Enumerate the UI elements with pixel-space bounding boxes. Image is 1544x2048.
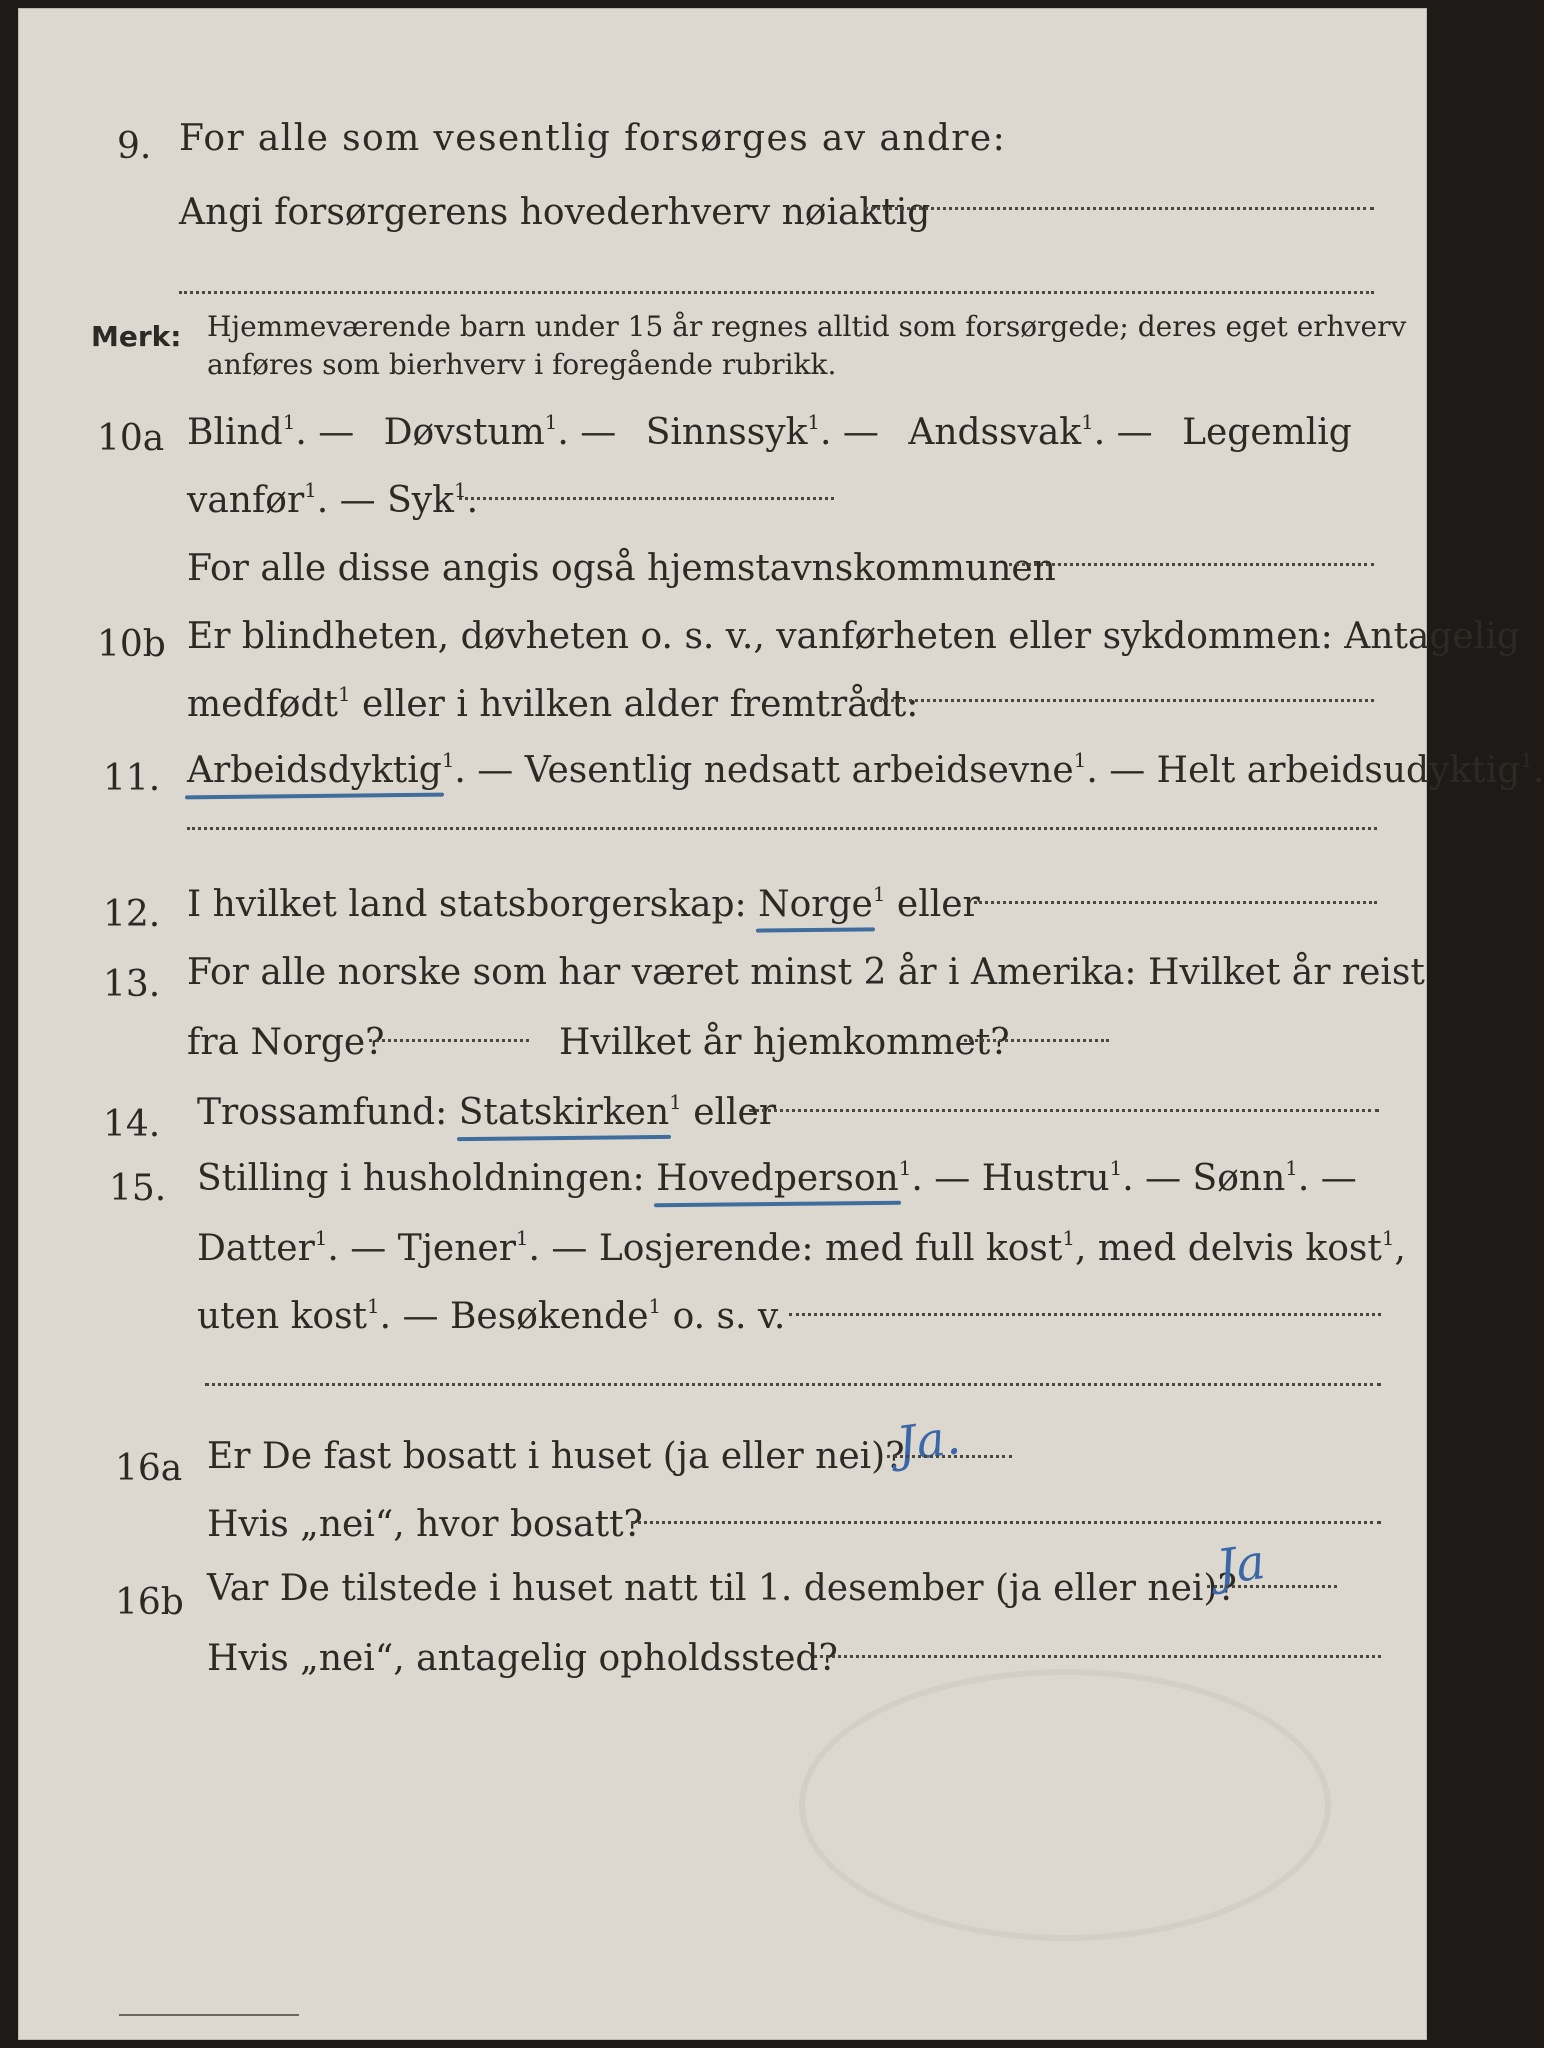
q16a-fill-line (887, 1455, 1012, 1458)
q14-statskirken-underlined: Statskirken (458, 1092, 670, 1133)
q11-arbeidsdyktig-underlined: Arbeidsdyktig (187, 750, 442, 791)
q16b-number: 16b (115, 1582, 184, 1623)
q15-fill-line (789, 1313, 1381, 1316)
q12-number: 12. (103, 894, 161, 935)
q16b-line2: Hvis „nei“, antagelig opholdssted? (207, 1638, 838, 1679)
footer-rule (119, 2014, 299, 2016)
q15-fill-line-2 (205, 1383, 1381, 1386)
q13-line1: For alle norske som har været minst 2 år i Amerika: Hvilket år reist (187, 952, 1425, 993)
q10a-line2: vanfør$^1$. — Syk$^1$. (187, 479, 479, 521)
q10b-line1: Er blindheten, døvheten o. s. v., vanførheten eller sykdommen: Antagelig (187, 616, 1520, 657)
faint-stamp-mark (799, 1669, 1331, 1941)
merk-line2: anføres som bierhverv i foregående rubrikk. (207, 348, 837, 381)
census-form-page (18, 8, 1544, 2040)
q11-line: Arbeidsdyktig$^1$. — Vesentlig nedsatt arbeidsevne$^1$. — Helt arbeidsudyktig$^1$. (187, 749, 1544, 791)
q9-line1: For alle som vesentlig forsørges av andre: (179, 118, 1007, 159)
q13-line2a: fra Norge? (187, 1022, 385, 1063)
q10a-fill-line-2 (1009, 563, 1374, 566)
q16a-number: 16a (115, 1448, 183, 1489)
q12-line: I hvilket land statsborgerskap: Norge$^1$ eller (187, 883, 980, 925)
q16a-line1: Er De fast bosatt i huset (ja eller nei)? (207, 1436, 905, 1477)
q9-line2: Angi forsørgerens hovederhverv nøiaktig (179, 192, 931, 233)
q13-fill-line-b (964, 1039, 1109, 1042)
q15-hovedperson-underlined: Hovedperson (656, 1158, 899, 1199)
q10a-line1: Blind$^1$. — Døvstum$^1$. — Sinnssyk$^1$. — Andssvak$^1$. — Legemlig (187, 411, 1352, 453)
q10a-number: 10a (97, 418, 165, 459)
merk-line1: Hjemmeværende barn under 15 år regnes alltid som forsørgede; deres eget erhverv (207, 310, 1407, 343)
q10a-fill-line (459, 497, 834, 500)
q10b-line2: medfødt$^1$ eller i hvilken alder fremtrådt: (187, 683, 919, 725)
q10b-number: 10b (97, 624, 166, 665)
q16b-fill-line (1207, 1585, 1337, 1588)
q16b-fill-line-2 (814, 1655, 1381, 1658)
merk-label: Merk: (91, 320, 182, 353)
q16b-line1: Var De tilstede i huset natt til 1. desember (ja eller nei)? (207, 1568, 1237, 1609)
q14-line: Trossamfund: Statskirken$^1$ eller (197, 1091, 777, 1133)
q11-fill-line (187, 827, 1377, 830)
q13-line2b: Hvilket år hjemkommet? (559, 1022, 1010, 1063)
q15-line2: Datter$^1$. — Tjener$^1$. — Losjerende: med full kost$^1$, med delvis kost$^1$, (197, 1227, 1406, 1269)
q16b-handwritten-answer: Ja (1213, 1533, 1269, 1597)
q9-fill-line-2 (179, 291, 1374, 294)
q10b-fill-line (867, 699, 1374, 702)
q10a-line3: For alle disse angis også hjemstavnskommunen (187, 548, 1056, 589)
q15-line3: uten kost$^1$. — Besøkende$^1$ o. s. v. (197, 1295, 786, 1337)
q15-line1: Stilling i husholdningen: Hovedperson$^1$. — Hustru$^1$. — Sønn$^1$. — (197, 1157, 1357, 1199)
q12-norge-underlined: Norge (758, 884, 873, 925)
q9-fill-line (864, 207, 1374, 210)
q15-number: 15. (109, 1168, 167, 1209)
q11-number: 11. (103, 758, 161, 799)
q16a-handwritten-answer: Ja. (893, 1408, 964, 1474)
q13-fill-line-a (369, 1039, 529, 1042)
q12-fill-line (974, 901, 1377, 904)
q16a-line2: Hvis „nei“, hvor bosatt? (207, 1504, 643, 1545)
q14-fill-line (749, 1109, 1379, 1112)
q13-number: 13. (103, 964, 161, 1005)
q16a-fill-line-2 (631, 1521, 1381, 1524)
q14-number: 14. (103, 1104, 161, 1145)
q9-number: 9. (117, 126, 152, 167)
